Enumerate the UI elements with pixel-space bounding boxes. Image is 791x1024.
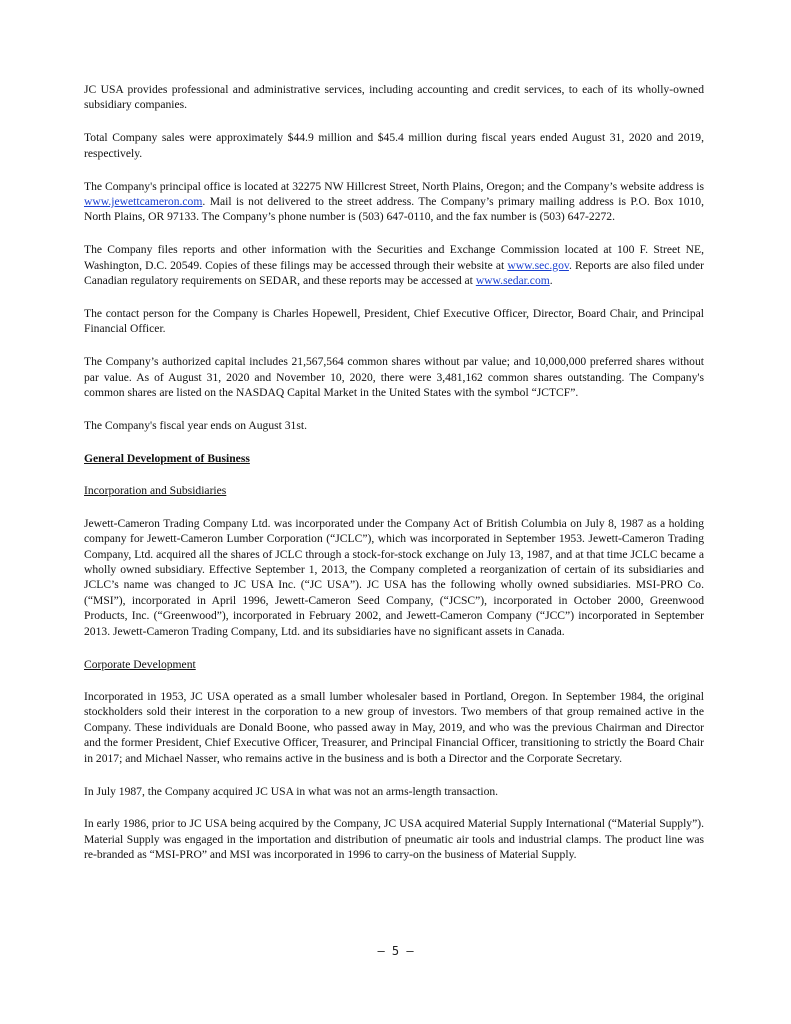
paragraph-corporate-history: Incorporated in 1953, JC USA operated as a small lumber wholesaler based in Portland, Oregon. In September 1984, the original stockholders sold their interest in the corporation to a new group of investors. Two members of that group remained active in the Company. These individuals are Donald Boone, who passed away in May, 2019, and who was the previous Chairman and Director and the former President, Chief Executive Officer, Treasurer, and Principal Financial Officer, transitioning to strictly the Board Chair in 2017; and Michael Nasser, who remains active in the business and is both a Director and the Corporate Secretary. (84, 689, 704, 765)
page-number: – 5 – (377, 944, 414, 958)
paragraph-services: JC USA provides professional and administrative services, including accounting and credit services, to each of its wholly-owned subsidiary companies. (84, 83, 704, 112)
filings-text-b: . Reports are also filed under Canadian regulatory requirements on SEDAR, and these reports may be accessed at (84, 258, 704, 288)
filings-text-a: The Company files reports and other information with the Securities and Exchange Commission located at 100 F. Street NE, Washington, D.C. 20549. Copies of these filings may be accessed through their website at (84, 243, 704, 272)
paragraph-office (84, 179, 704, 225)
paragraph-filings (84, 242, 704, 288)
paragraph-capital: The Company’s authorized capital includes 21,567,564 common shares without par value; and 10,000,000 preferred shares without par value. As of August 31, 2020 and November 10, 2020, there were 3,481,162 common shares outstanding. The Company's common shares are listed on the NASDAQ Capital Market in the United States with the symbol “JCTCF”. (84, 355, 704, 400)
document-page (84, 82, 704, 880)
paragraph-sales: Total Company sales were approximately $44.9 million and $45.4 million during fiscal years ended August 31, 2020 and 2019, respectively. (84, 131, 704, 160)
heading-corporate-development: Corporate Development (84, 657, 196, 671)
sec-link[interactable]: www.sec.gov (507, 258, 569, 272)
paragraph-incorporation: Jewett-Cameron Trading Company Ltd. was incorporated under the Company Act of British Columbia on July 8, 1987 as a holding company for Jewett-Cameron Lumber Corporation (“JCLC”), which was incorporated in September 1953. Jewett-Cameron Trading Company, Ltd. acquired all the shares of JCLC through a stock-for-stock exchange on July 13, 1987, and at that time JCLC became a wholly owned subsidiary. Effective September 1, 2013, the Company completed a reorganization of certain of its subsidiaries and JCLC’s name was changed to JC USA Inc. (“JC USA”). JC USA has the following wholly owned subsidiaries. MSI-PRO Co. (“MSI”), incorporated in April 1996, Jewett-Cameron Seed Company, (“JCSC”), incorporated in October 2000, Greenwood Products, Inc. (“Greenwood”), incorporated in February 2002, and Jewett-Cameron Company (“JCC”) incorporated in September 2013. Jewett-Cameron Trading Company, Ltd. and its subsidiaries have no significant assets in Canada. (84, 516, 704, 638)
paragraph-acquisition: In July 1987, the Company acquired JC USA in what was not an arms-length transaction. (84, 784, 499, 798)
filings-text-c: . (549, 274, 553, 288)
paragraph-fiscal-year: The Company's fiscal year ends on August 31st. (84, 419, 307, 433)
website-link[interactable]: www.jewettcameron.com (84, 195, 203, 209)
sedar-link[interactable]: www.sedar.com (475, 274, 550, 288)
heading-incorporation: Incorporation and Subsidiaries (84, 484, 227, 498)
office-text-a: The Company's principal office is located at 32275 NW Hillcrest Street, North Plains, Oregon; and the Company’s website address is (84, 179, 704, 193)
heading-general-development: General Development of Business (84, 452, 250, 465)
office-text-b: . Mail is not delivered to the street address. The Company’s primary mailing address is P.O. Box 1010, North Plains, OR 97133. The Company’s phone number is (503) 647-0110, and the fax number is (503) 647-2272. (84, 195, 704, 224)
paragraph-material-supply: In early 1986, prior to JC USA being acquired by the Company, JC USA acquired Material Supply International (“Material Supply”). Material Supply was engaged in the importation and distribution of pneumatic air tools and industrial clamps. The product line was re-branded as “MSI-PRO” and MSI was incorporated in 1996 to carry-on the business of Material Supply. (84, 817, 704, 862)
paragraph-contact: The contact person for the Company is Charles Hopewell, President, Chief Executive Officer, Director, Board Chair, and Principal Financial Officer. (84, 307, 704, 336)
